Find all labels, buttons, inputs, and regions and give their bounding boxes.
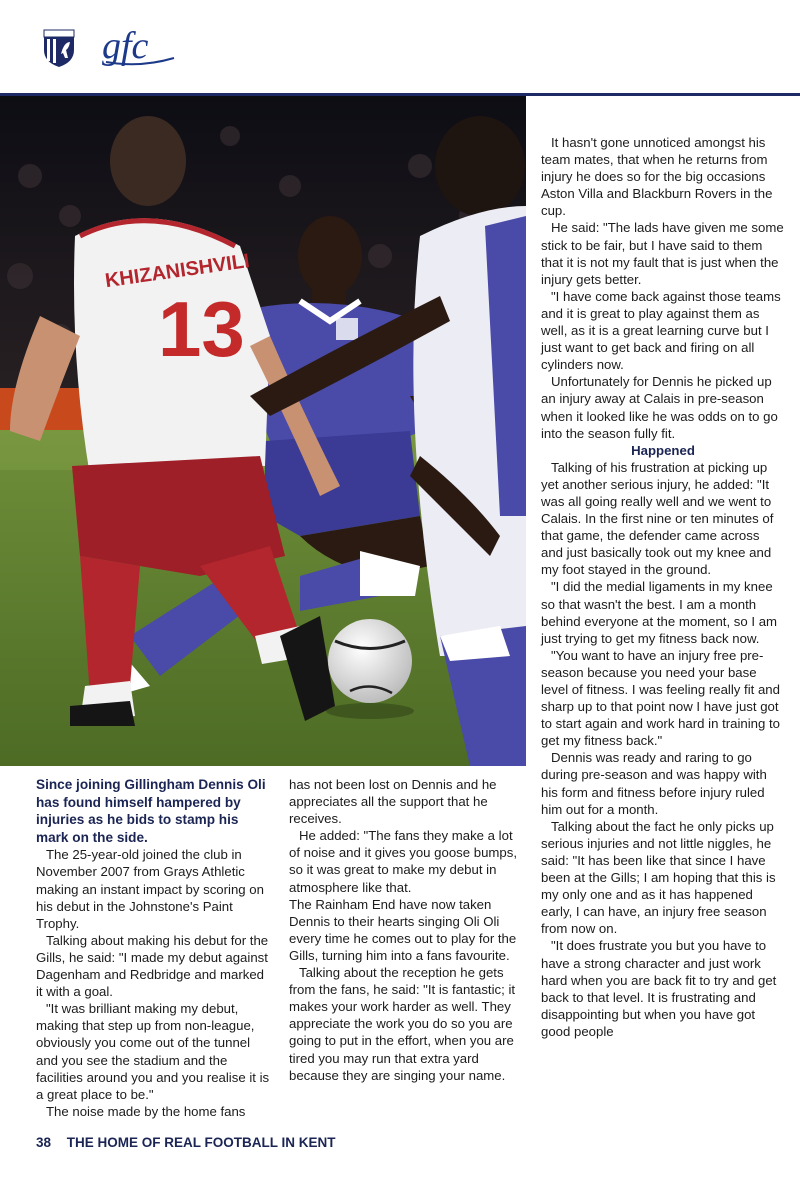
- page-header: [0, 0, 800, 94]
- page-footer: [36, 1135, 336, 1150]
- gfc-logo-text: gfc: [102, 25, 149, 67]
- middle-column: [289, 776, 521, 1084]
- shirt-name: KHIZANISHVILI: [103, 250, 251, 293]
- paragraph: He said: "The lads have given me some stick to be fair, but I have said to them that it is not my fault that is just when the injury gets better.: [541, 220, 784, 287]
- paragraph: "I did the medial ligaments in my knee so that wasn't the best. I am a month behind everyone at the moment, so I am just trying to get my fitness back now.: [541, 579, 778, 646]
- standfirst: Since joining Gillingham Dennis Oli has found himself hampered by injuries as he bids to stamp his mark on the side.: [36, 777, 266, 845]
- paragraph: Talking about the fact he only picks up serious injuries and not little niggles, he said: "It has been like that since I have been at the Gills; I am hoping that this is my only one and as it has happened early, I can have, an injury free season from now on.: [541, 818, 776, 937]
- page-number: 38: [36, 1135, 52, 1150]
- paragraph: "It does frustrate you but you have to have a strong character and just work hard when you are back fit to try and get back to that level. It is frustrating and disappointing but when you have got good people: [541, 938, 777, 1039]
- paragraph: The 25-year-old joined the club in November 2007 from Grays Athletic making an instant impact by scoring on his debut in the Johnstone's Paint Trophy.: [36, 847, 264, 931]
- paragraph: "I have come back against those teams and it is great to play against them as well, as it is a great learning curve but I just want to get back and firing on all cylinders now.: [541, 288, 781, 373]
- paragraph: has not been lost on Dennis and he appreciates all the support that he receives.: [289, 777, 497, 827]
- paragraph: He added: "The fans they make a lot of noise and it gives you goose bumps, so it was great to make my debut in atmosphere like that.: [289, 828, 517, 895]
- paragraph: Talking of his frustration at picking up yet another serious injury, he added: "It was all going really well and we went to Calais. In the first nine or ten minutes of that game, the defender came across and just basically took out my knee and my foot stayed in the ground.: [541, 459, 774, 578]
- footer-tagline: THE HOME OF REAL FOOTBALL IN KENT: [66, 1135, 336, 1150]
- paragraph: "It was brilliant making my debut, making that step up from non-league, obviously you come out of the tunnel and you see the stadium and the facilities around you and you realise it is a great place to be.": [36, 1001, 270, 1102]
- paragraph: The noise made by the home fans: [46, 1103, 246, 1119]
- gfc-logo: [100, 22, 178, 70]
- shirt-number: 13: [158, 285, 245, 373]
- paragraph: Unfortunately for Dennis he picked up an injury away at Calais in pre-season when it looked like he was odds on to go into the season fully fit.: [541, 374, 778, 441]
- right-column: [541, 134, 785, 1040]
- paragraph: Talking about making his debut for the Gills, he said: "I made my debut against Dagenham and Redbridge and marked it with a goal.: [36, 932, 269, 1000]
- subheading: Happened: [631, 442, 695, 458]
- paragraph: Talking about the reception he gets from the fans, he said: "It is fantastic; it makes your work harder as well. They appreciate the work you do so you are going to put in the effort, when you are tired you may run that extra yard because they are singing your name.: [289, 965, 516, 1083]
- gillingham-crest-icon: [42, 24, 76, 68]
- paragraph: "You want to have an injury free pre-season because you need your base level of fitness. I was feeling really fit and sharp up to that point now I have just got to start again and work hard in training to get my fitness back.": [541, 647, 780, 749]
- paragraph: Dennis was ready and raring to go during pre-season and was happy with his form and fitness before injury ruled him out for a month.: [541, 750, 767, 817]
- paragraph: It hasn't gone unnoticed amongst his team mates, that when he returns from injury he does so for the big occasions Aston Villa and Blackburn Rovers in the cup.: [541, 135, 773, 219]
- paragraph: The Rainham End have now taken Dennis to their hearts singing Oli Oli every time he comes out to play for the Gills, turning him into a fans favourite.: [289, 896, 517, 963]
- left-column: [36, 776, 270, 1120]
- match-photo: [0, 96, 526, 766]
